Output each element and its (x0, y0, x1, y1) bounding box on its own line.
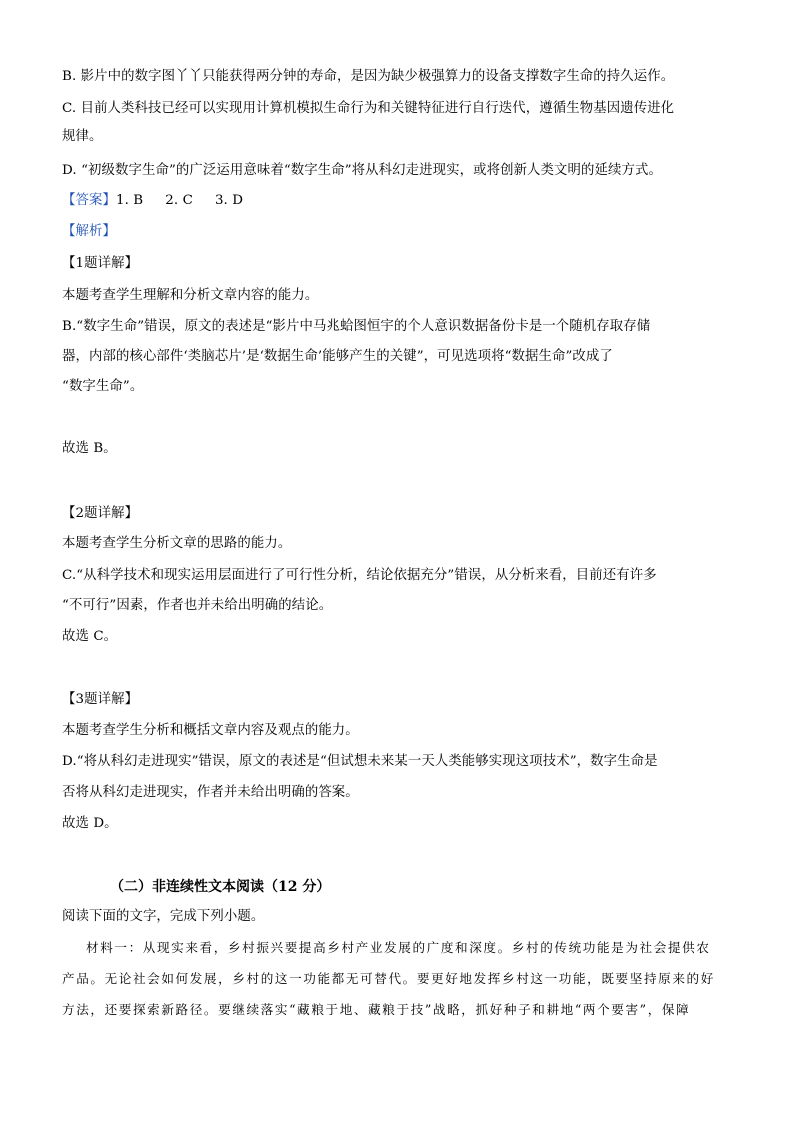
answer-line (62, 191, 732, 211)
q3-line1: D.“将从科幻走进现实”错误，原文的表述是“但试想未来某一天人类能够实现这项技术”，数字生命是 (62, 754, 658, 769)
q2-line1: C.“从科学技术和现实运用层面进行了可行性分析，结论依据充分”错误，从分析来看，目前还有许多 (62, 568, 657, 583)
analysis-label: 【解析】 (62, 224, 116, 239)
q3-line2: 否将从科幻走进现实，作者并未给出明确的答案。 (62, 785, 359, 800)
option-d: D. “初级数字生命”的广泛运用意味着“数字生命”将从科幻走进现实，或将创新人类文明的延续方式。 (62, 163, 662, 178)
q1-conclusion: 故选 B。 (62, 441, 117, 456)
q2-title: 【2题详解】 (62, 506, 139, 521)
answer-label: 【答案】 (62, 193, 116, 208)
q2-conclusion: 故选 C。 (62, 629, 118, 644)
answer-item-3: 3. D (214, 193, 244, 208)
answer-item-1: 1. B (115, 193, 144, 208)
material-line-1: 材料一：从现实来看，乡村振兴要提高乡村产业发展的广度和深度。乡村的传统功能是为社会提供农 (86, 940, 711, 955)
q1-line3: “数字生命”。 (62, 379, 144, 394)
option-c-line2: 规律。 (62, 129, 103, 144)
q1-line1: B.“数字生命”错误，原文的表述是“影片中马兆蛤图恒宇的个人意识数据备份卡是一个随机存取存储 (62, 319, 651, 334)
q2-line2: “不可行”因素，作者也并未给出明确的结论。 (62, 598, 333, 613)
material-line-3: 方法，还要探索新路径。要继续落实“藏粮于地、藏粮于技”战略，抓好种子和耕地“两个要害”，保障 (62, 1002, 691, 1017)
q3-intro: 本题考查学生分析和概括文章内容及观点的能力。 (62, 723, 359, 738)
q2-intro: 本题考查学生分析文章的思路的能力。 (62, 536, 292, 551)
q3-conclusion: 故选 D。 (62, 816, 118, 831)
section-title: （二）非连续性文本阅读（12 分） (110, 879, 331, 895)
q3-title: 【3题详解】 (62, 692, 139, 707)
q1-intro: 本题考查学生理解和分析文章内容的能力。 (62, 288, 319, 303)
section-instruction: 阅读下面的文字，完成下列小题。 (62, 909, 265, 924)
material-line-2: 产品。无论社会如何发展，乡村的这一功能都无可替代。要更好地发挥乡村这一功能，既要坚持原来的好 (62, 971, 715, 986)
option-c-line1: C. 目前人类科技已经可以实现用计算机模拟生命行为和关键特征进行自行迭代，遵循生物基因遗传进化 (62, 101, 675, 116)
q1-title: 【1题详解】 (62, 256, 139, 271)
answer-item-2: 2. C (165, 193, 193, 208)
option-b: B. 影片中的数字图丫丫只能获得两分钟的寿命，是因为缺少极强算力的设备支撑数字生命的持久运作。 (62, 69, 675, 84)
q1-line2: 器，内部的核心部件‘类脑芯片’是‘数据生命’能够产生的关键”，可见选项将“数据生命”改成了 (62, 349, 613, 364)
